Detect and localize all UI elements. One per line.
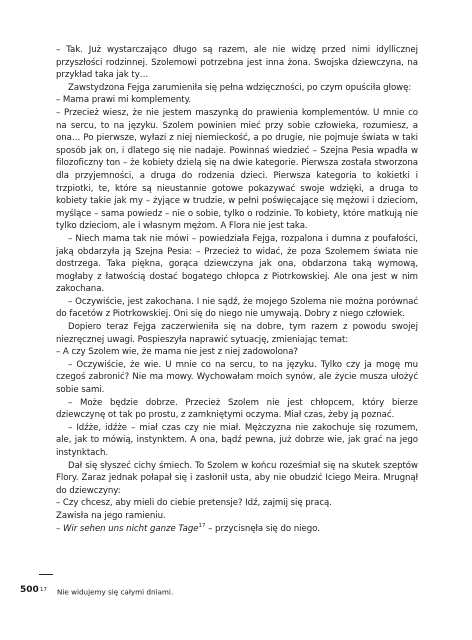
paragraph: – Przecież wiesz, że nie jestem maszynką do prawienia komplementów. U mnie co na sercu, to na języku. Szolem powinien mieć przy sobie człowieka, rozumiesz, a ona… Po pierwsze, wyłazi z niej niemieckość, a po drugie, nie pojmuje świata w taki sposób jak on, i dlatego się nie nadaje. Powinnaś wiedzieć – Szejna Pesia wpadła w filozoficzny ton – że kobiety dzielą się na dwie kategorie. Pierwsza została stworzona dla przyjemności, a druga do rodzenia dzieci. Pierwsza kategoria to kokietki i trzpiotki, te, które są nieustannie gotowe pokazywać swoje wdzięki, a druga to kobiety takie jak my – żyjące w trudzie, w pełni poświęcające się mężowi i dzieciom, myślące – sama powiedz – nie o sobie, tylko o rodzinie. To kobiety, które matkują nie tylko dzieciom, ale i własnym mężom. A Flora nie jest taka. bbox=[56, 107, 418, 232]
paragraph: Zawisła na jego ramieniu. bbox=[56, 510, 166, 521]
paragraph: – Niech mama tak nie mówi – powiedziała Fejga, rozpalona i dumna z poufałości, jaką obdarzyła ją Szejna Pesia: – Przecież to widać, że poza Szolemem świata nie dostrzega. Taka piękna, gorąca dziewczyna jak ona, obdarzona taką wymową, mogłaby z łatwością dostać bogatego chłopca z Piotrkowskiej. Ale ona jest w nim zakochana. bbox=[56, 233, 418, 295]
paragraph: – Czy chcesz, aby mieli do ciebie pretensje? Idź, zajmij się pracą. bbox=[56, 498, 332, 509]
paragraph: – Oczywiście, że wie. U mnie co na sercu, to na języku. Tylko czy ja mogę mu czegoś zabronić? Nie ma mowy. Wychowałam moich synów, ale życie musza ułożyć sobie sami. bbox=[56, 359, 418, 396]
paragraph: – Tak. Już wystarczająco długo są razem, ale nie widzę przed nimi idyllicznej przyszłości rodzinnej. Szolemowi potrzebna jest inna żona. Swojska dziewczyna, na przykład taka jak ty… bbox=[56, 45, 418, 81]
footnote-text: Nie widujemy się całymi dniami. bbox=[57, 587, 174, 597]
paragraph: Zawstydzona Fejga zarumieniła się pełna wdzięczności, po czym opuściła głowę: bbox=[68, 82, 412, 93]
body-text bbox=[56, 44, 418, 535]
paragraph: Dał się słyszeć cichy śmiech. To Szolem w końcu roześmiał się na skutek szeptów Flory. Zaraz jednak połapał się i zasłonił usta, aby nie obudzić Iciego Meira. Mrugnął do dziewczyny: bbox=[56, 460, 418, 496]
footnote-divider bbox=[39, 574, 53, 575]
footnote-reference[interactable]: 17 bbox=[198, 522, 206, 529]
paragraph: – A czy Szolem wie, że mama nie jest z niej zadowolona? bbox=[56, 347, 298, 358]
footnote bbox=[40, 586, 420, 596]
page-number: 500 bbox=[20, 585, 39, 595]
paragraph: – Idźże, idźże – miał czas czy nie miał. Mężczyzna nie zakochuje się rozumem, ale, jak to mówią, instynktem. A ona, bądź pewna, już dobrze wie, jak grać na jego instynktach. bbox=[56, 422, 418, 458]
dialogue-dash: – bbox=[56, 523, 63, 534]
paragraph: – Oczywiście, jest zakochana. I nie sądź, że mojego Szolema nie można porównać do facetów z Piotrkowskiej. Oni się do niego nie umywają. Dobry z niego człowiek. bbox=[56, 296, 418, 320]
paragraph-last bbox=[56, 523, 418, 536]
german-quote: Wir sehen uns nicht ganze Tage bbox=[62, 523, 199, 534]
footnote-mark: 17 bbox=[40, 587, 47, 593]
paragraph: Dopiero teraz Fejga zaczerwieniła się na dobre, tym razem z powodu swojej niezręcznej uwagi. Pospieszyła naprawić sytuację, zmieniając temat: bbox=[56, 322, 418, 345]
dialogue-tail: – przycisnęła się do niego. bbox=[205, 523, 320, 534]
paragraph: – Może będzie dobrze. Przecież Szolem nie jest chłopcem, który bierze dziewczynę ot tak po prostu, z zamkniętymi oczyma. Miał czas, żeby ją poznać. bbox=[56, 397, 418, 421]
paragraph: – Mama prawi mi komplementy. bbox=[56, 95, 192, 106]
